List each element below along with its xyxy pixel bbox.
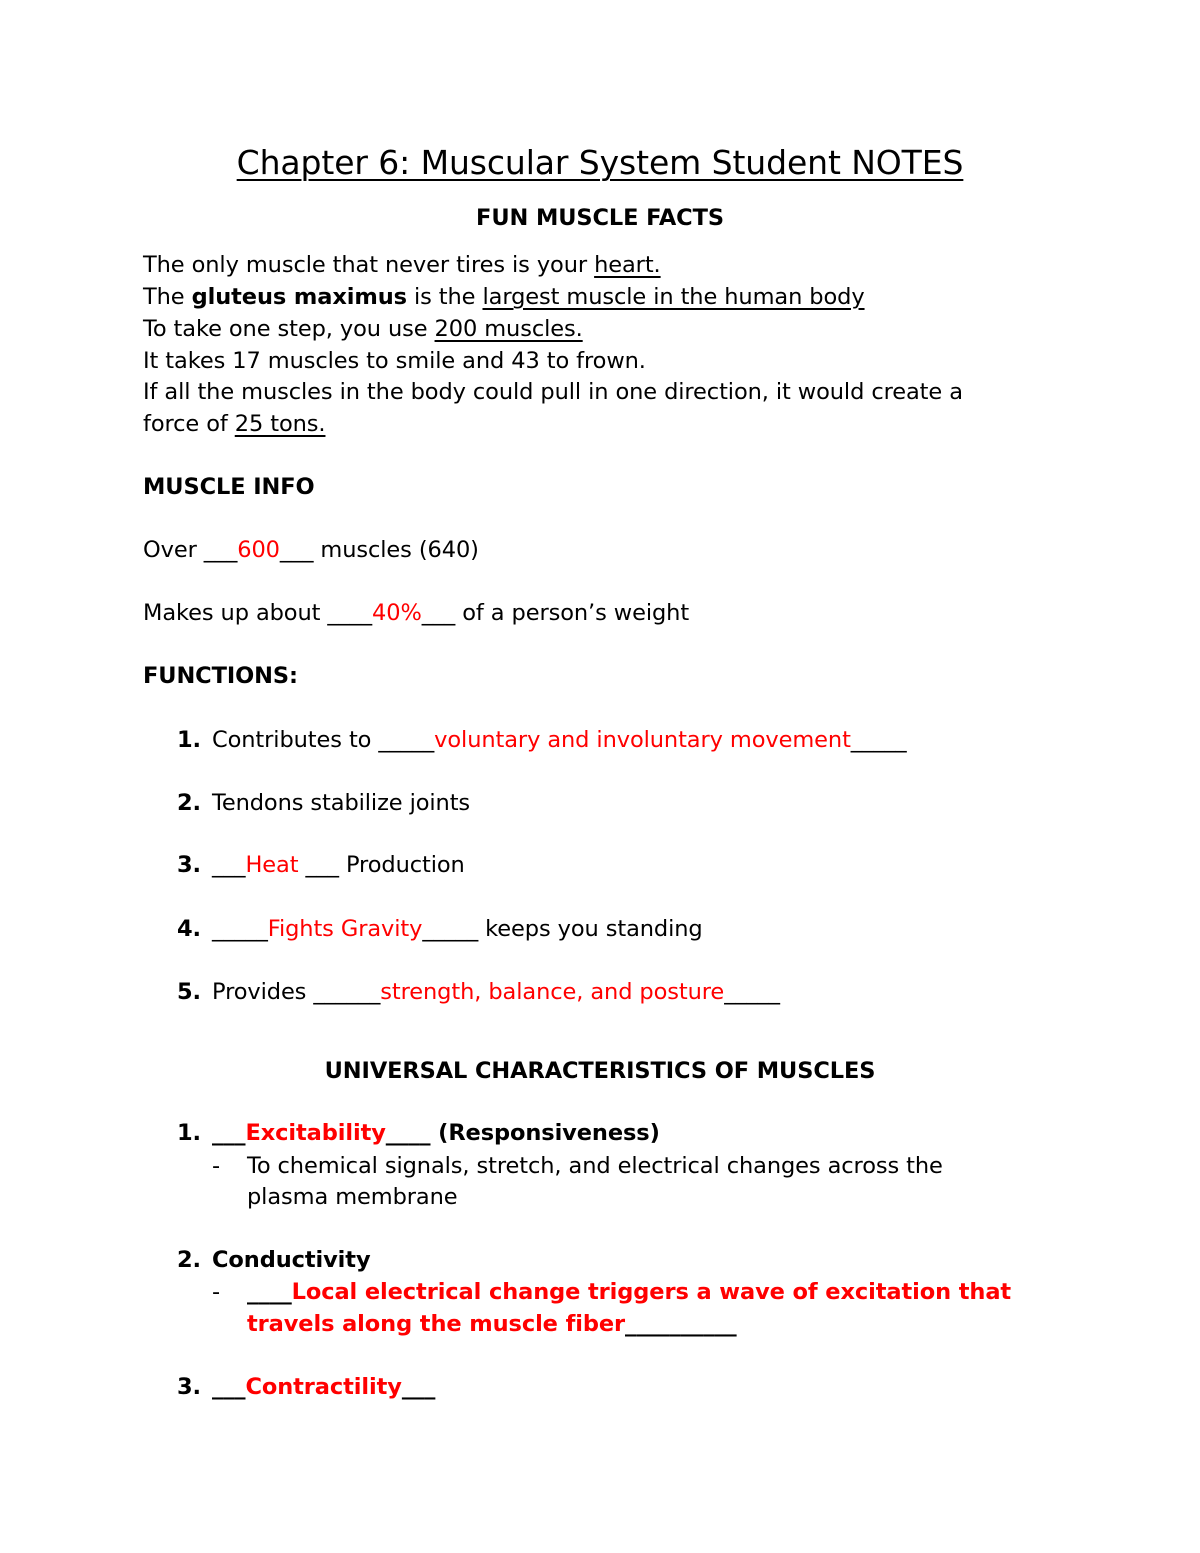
- muscle-count-line: [143, 535, 479, 565]
- functions-heading: FUNCTIONS:: [143, 663, 298, 689]
- universal-item-1: [177, 1118, 660, 1148]
- blank: ___: [212, 1374, 246, 1400]
- blank: ______: [313, 979, 381, 1005]
- fact-gluteus: [143, 282, 865, 312]
- blank: ___: [279, 537, 314, 563]
- fact-text: The: [143, 284, 192, 310]
- fact-underlined: 200 muscles.: [434, 316, 583, 342]
- text: Over: [143, 537, 204, 563]
- blank: ___: [401, 1374, 436, 1400]
- blank: ___: [203, 537, 238, 563]
- fact-heart: [143, 250, 661, 280]
- list-number: 5.: [177, 979, 202, 1005]
- muscle-weight-line: [143, 598, 689, 628]
- blank: ___: [212, 852, 246, 878]
- list-number: 3.: [177, 852, 202, 878]
- list-number: 2.: [177, 790, 202, 816]
- fact-underlined: largest muscle in the human body: [482, 284, 865, 310]
- blank: ___: [212, 1120, 246, 1146]
- fact-text: force of: [143, 411, 235, 437]
- blank: _____: [378, 727, 435, 753]
- function-item-3: [177, 850, 465, 880]
- answer: voluntary and involuntary movement: [434, 727, 851, 753]
- text: Production: [338, 852, 465, 878]
- blank: ____: [327, 600, 373, 626]
- universal-heading: UNIVERSAL CHARACTERISTICS OF MUSCLES: [324, 1058, 876, 1084]
- fact-text: The only muscle that never tires is your: [143, 252, 595, 278]
- answer: Local electrical change triggers a wave of excitation that: [291, 1279, 1012, 1305]
- text: Conductivity: [212, 1247, 371, 1273]
- fact-smile: It takes 17 muscles to smile and 43 to frown.: [143, 348, 646, 374]
- universal-item-2: [177, 1245, 371, 1275]
- text: of a person’s weight: [455, 600, 690, 626]
- function-item-2: [177, 788, 470, 818]
- list-number: 4.: [177, 916, 202, 942]
- answer: Excitability: [245, 1120, 386, 1146]
- answer: travels along the muscle fiber: [247, 1311, 626, 1337]
- universal-item-1-detail-line2: plasma membrane: [247, 1184, 458, 1210]
- blank: _____: [850, 727, 907, 753]
- fact-underlined: heart.: [594, 252, 661, 278]
- fact-text: To take one step, you use: [143, 316, 435, 342]
- blank: ___: [421, 600, 456, 626]
- answer: Contractility: [245, 1374, 402, 1400]
- text: Tendons stabilize joints: [212, 790, 471, 816]
- answer: Heat: [245, 852, 306, 878]
- fact-step: [143, 314, 583, 344]
- function-item-4: [177, 914, 703, 944]
- universal-item-1-detail-line1: [212, 1151, 943, 1181]
- fact-text: is the: [406, 284, 483, 310]
- text: Provides: [212, 979, 314, 1005]
- list-number: 1.: [177, 1120, 202, 1146]
- fact-bold: gluteus maximus: [191, 284, 407, 310]
- list-number: 3.: [177, 1374, 202, 1400]
- text: keeps you standing: [478, 916, 703, 942]
- answer: strength, balance, and posture: [380, 979, 725, 1005]
- blank: _____: [212, 916, 268, 942]
- text: Makes up about: [143, 600, 328, 626]
- list-number: 2.: [177, 1247, 202, 1273]
- fact-force-line2: [143, 409, 325, 439]
- blank: _____: [724, 979, 780, 1005]
- blank: __________: [625, 1311, 737, 1337]
- answer: 40%: [372, 600, 422, 626]
- answer: 600: [237, 537, 280, 563]
- text: muscles (640): [313, 537, 479, 563]
- text: Contributes to: [212, 727, 379, 753]
- blank: ____: [247, 1279, 292, 1305]
- bullet-dash: -: [212, 1279, 221, 1305]
- text: (Responsiveness): [430, 1120, 660, 1146]
- function-item-1: [177, 725, 907, 755]
- function-item-5: [177, 977, 780, 1007]
- universal-item-2-detail-line1: [212, 1277, 1011, 1307]
- page-title: Chapter 6: Muscular System Student NOTES: [236, 143, 964, 182]
- text: To chemical signals, stretch, and electrical changes across the: [247, 1153, 943, 1179]
- list-number: 1.: [177, 727, 202, 753]
- blank: ___: [305, 852, 339, 878]
- fun-facts-heading: FUN MUSCLE FACTS: [476, 205, 724, 231]
- blank: ____: [385, 1120, 431, 1146]
- fact-underlined: 25 tons.: [234, 411, 326, 437]
- bullet-dash: -: [212, 1153, 221, 1179]
- universal-item-3: [177, 1372, 435, 1402]
- blank: _____: [422, 916, 479, 942]
- universal-item-2-detail-line2: [247, 1309, 737, 1339]
- fact-force-line1: If all the muscles in the body could pull in one direction, it would create a: [143, 379, 963, 405]
- answer: Fights Gravity: [267, 916, 423, 942]
- muscle-info-heading: MUSCLE INFO: [143, 474, 315, 500]
